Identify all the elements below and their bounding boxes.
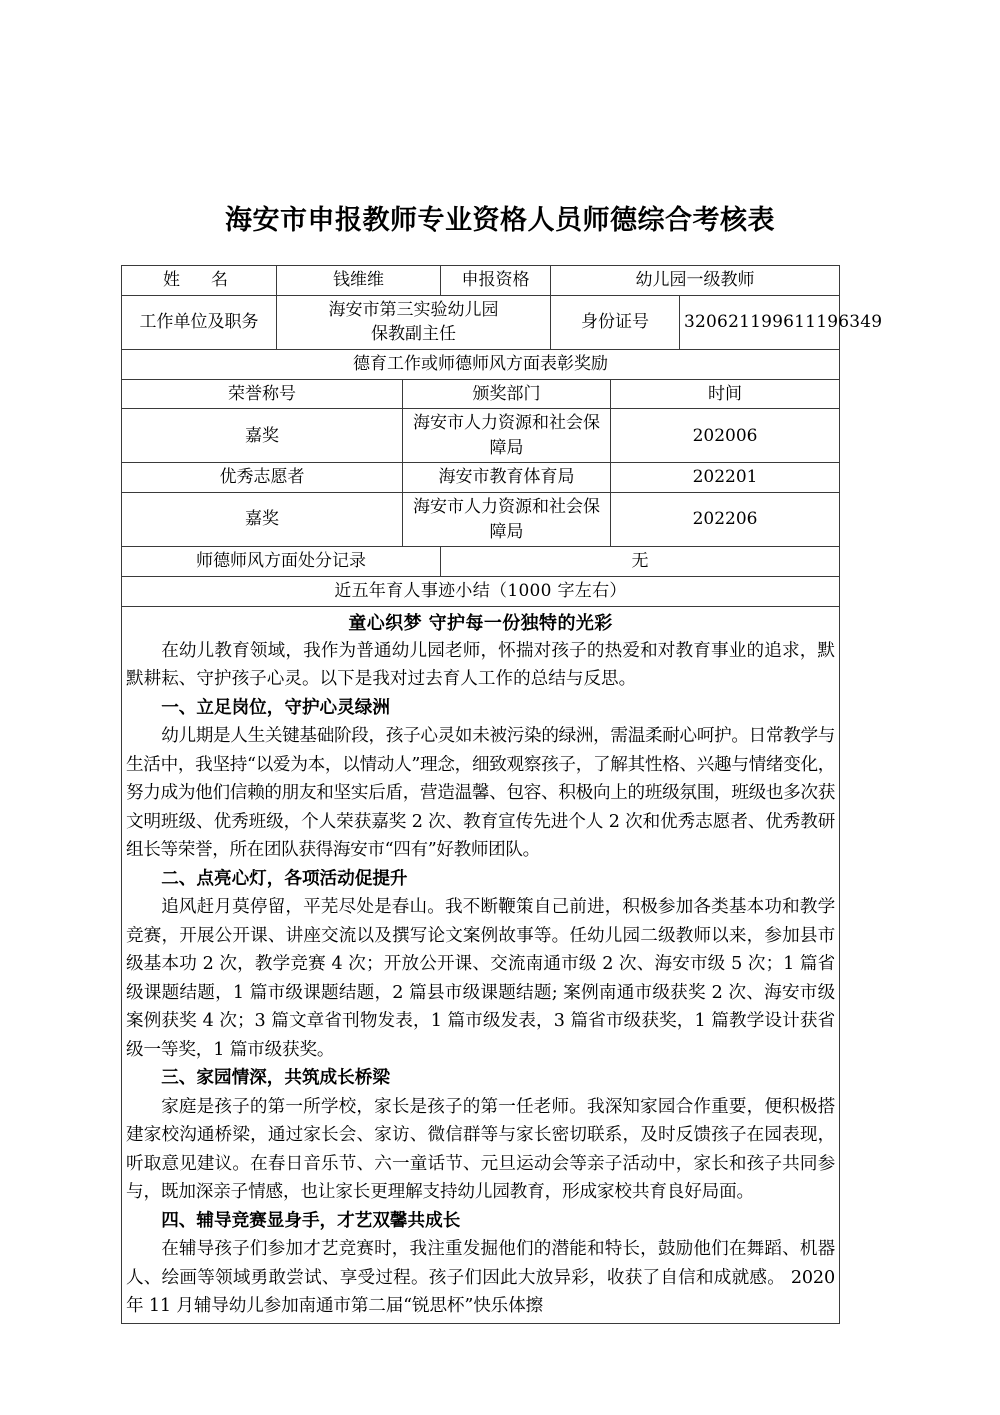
essay-heading-3: 三、家园情深，共筑成长桥梁: [161, 1067, 390, 1089]
essay-paragraph-4: 在辅导孩子们参加才艺竞赛时，我注重发掘他们的潜能和特长，鼓励他们在舞蹈、机器人、绘画等领域勇敢尝试、享受过程。孩子们因此大放异彩，收获了自信和成就感。 2020 年 11 月辅导幼儿参加南通市第二届“锐思杯”快乐体擦: [126, 1239, 836, 1317]
table-row-awards-header: [122, 379, 840, 409]
essay-intro: 在幼儿教育领域，我作为普通幼儿园老师，怀揣对孩子的热爱和对教育事业的追求，默默耕耘、守护孩子心灵。以下是我对过去育人工作的总结与反思。: [126, 640, 836, 690]
table-row-unit: [122, 295, 840, 349]
award-time: 202006: [611, 409, 840, 463]
qualification-value: 幼儿园一级教师: [551, 266, 840, 296]
discipline-label: 师德师风方面处分记录: [122, 547, 441, 577]
essay-title: 童心织梦 守护每一份独特的光彩: [348, 612, 613, 634]
award-department: 海安市人力资源和社会保障局: [403, 493, 611, 547]
table-row: [122, 463, 840, 493]
unit-value-line1: 海安市第三实验幼儿园: [328, 299, 499, 320]
essay-paragraph-1: 幼儿期是人生关键基础阶段，孩子心灵如未被污染的绿洲，需温柔耐心呵护。日常教学与生活中，我坚持“以爱为本，以情动人”理念，细致观察孩子，了解其性格、兴趣与情绪变化，努力成为他们信赖的朋友和坚实后盾，营造温馨、包容、积极向上的班级氛围，班级也多次获文明班级、优秀班级，个人荣获嘉奖 2 次、教育宣传先进个人 2 次和优秀志愿者、优秀教研组长等荣誉，所在团队获得海安市“四有”好教师团队。: [126, 726, 836, 861]
table-row: [122, 493, 840, 547]
id-label: 身份证号: [551, 295, 680, 349]
id-value: 320621199611196349: [680, 295, 840, 349]
award-honor: 优秀志愿者: [122, 463, 403, 493]
awards-section-title: 德育工作或师德师风方面表彰奖励: [122, 349, 840, 379]
qualification-label: 申报资格: [441, 266, 551, 296]
award-time: 202201: [611, 463, 840, 493]
name-label: 姓 名: [122, 266, 277, 296]
award-department: 海安市教育体育局: [403, 463, 611, 493]
name-value: 钱维维: [277, 266, 441, 296]
unit-label: [122, 295, 277, 349]
unit-value: [277, 295, 551, 349]
unit-value-line2: 保教副主任: [371, 324, 456, 345]
discipline-value: 无: [441, 547, 840, 577]
essay-heading-1: 一、立足岗位，守护心灵绿洲: [161, 696, 390, 718]
unit-label-text: 工作单位及职务: [139, 311, 259, 332]
essay-paragraph-3: 家庭是孩子的第一所学校，家长是孩子的第一任老师。我深知家园合作重要，便积极搭建家校沟通桥梁，通过家长会、家访、微信群等与家长密切联系，及时反馈孩子在园表现，听取意见建议。在春日音乐节、六一童话节、元旦运动会等亲子活动中，家长和孩子共同参与，既加深亲子情感，也让家长更理解支持幼儿园教育，形成家校共育良好局面。: [126, 1096, 836, 1203]
essay-body: [122, 606, 840, 1323]
table-row-name: [122, 266, 840, 296]
table-row-essay-title: [122, 577, 840, 607]
table-row-essay-body: [122, 606, 840, 1323]
award-honor: 嘉奖: [122, 493, 403, 547]
page-title: 海安市申报教师专业资格人员师德综合考核表: [225, 205, 775, 236]
awards-header-honor: 荣誉称号: [122, 379, 403, 409]
table-row: [122, 409, 840, 463]
table-row-awards-title: [122, 349, 840, 379]
essay-paragraph-2: 追风赶月莫停留，平芜尽处是春山。我不断鞭策自己前进，积极参加各类基本功和教学竞赛，开展公开课、讲座交流以及撰写论文案例故事等。任幼儿园二级教师以来，参加县市级基本功 2 次，教学竞赛 4 次；开放公开课、交流南通市级 2 次、海安市级 5 次；1 篇省级课题结题，1 篇市级课题结题，2 篇县市级课题结题; 案例南通市级获奖 2 次、海安市级案例获奖 4 次；3 篇文章省刊物发表，1 篇市级发表，3 篇省市级获奖，1 篇教学设计获省级一等奖，1 篇市级获奖。: [126, 897, 836, 1060]
table-row-discipline: [122, 547, 840, 577]
award-time: 202206: [611, 493, 840, 547]
awards-header-department: 颁奖部门: [403, 379, 611, 409]
essay-section-title: 近五年育人事迹小结（1000 字左右）: [122, 577, 840, 607]
essay-heading-2: 二、点亮心灯，各项活动促提升: [161, 867, 408, 889]
awards-header-time: 时间: [611, 379, 840, 409]
assessment-table: [121, 265, 883, 1324]
award-honor: 嘉奖: [122, 409, 403, 463]
essay-heading-4: 四、辅导竞赛显身手，才艺双馨共成长: [161, 1209, 461, 1231]
award-department: 海安市人力资源和社会保障局: [403, 409, 611, 463]
